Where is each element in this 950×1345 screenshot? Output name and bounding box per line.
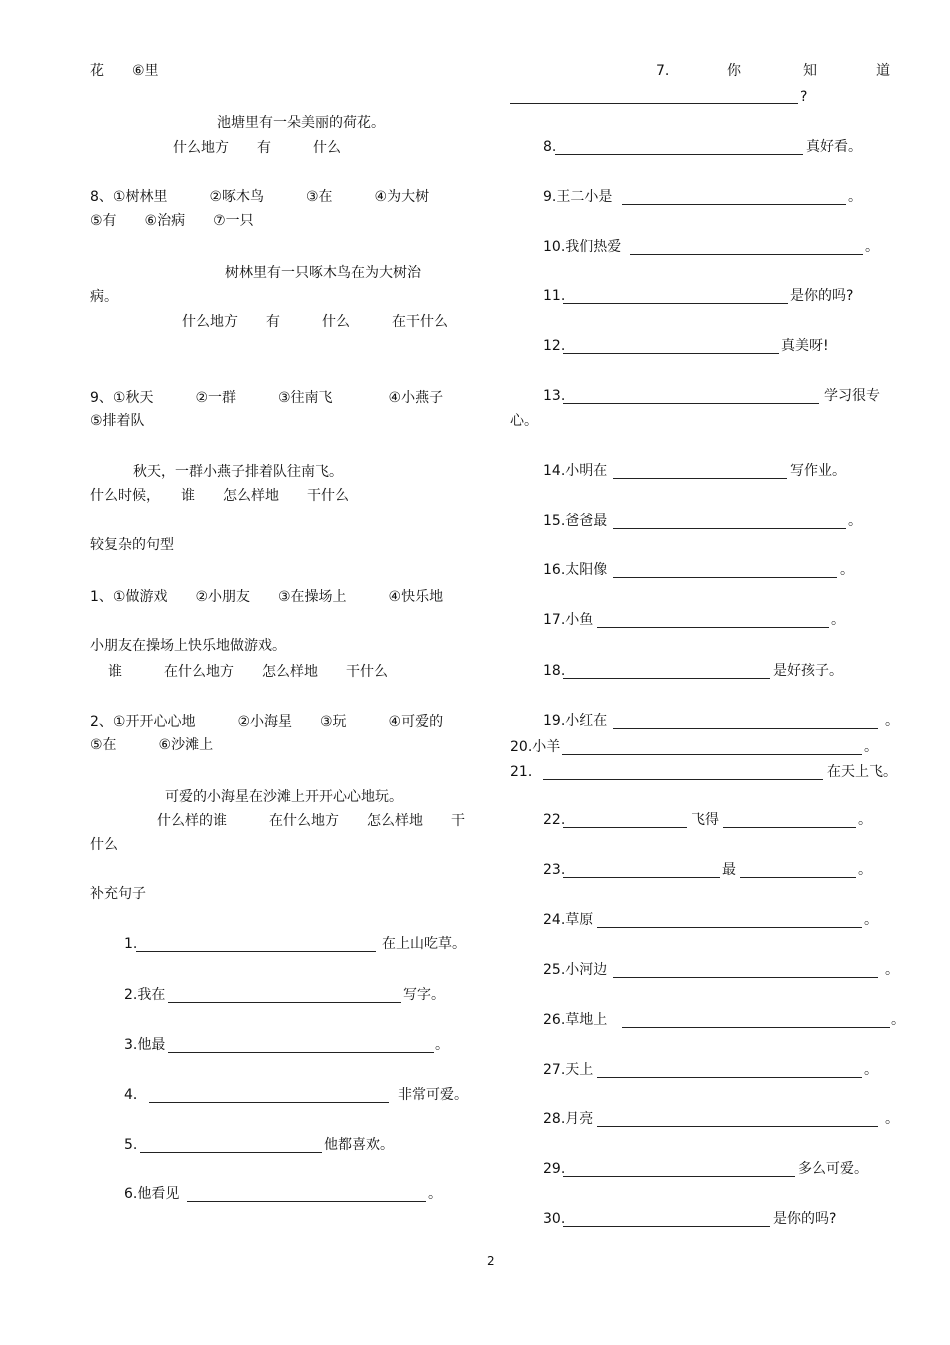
r9-tail: 。 xyxy=(848,189,862,205)
s4-tail: 非常可爱。 xyxy=(398,1087,468,1103)
ex8-words-line1: 8、①树林里 ②啄木鸟 ③在 ④为大树 xyxy=(90,189,430,205)
ex8-answer: 树林里有一只啄木鸟在为大树治 xyxy=(225,265,421,281)
r7-word-1: 你 xyxy=(727,63,741,79)
s1-label: 1. xyxy=(124,936,138,952)
r11-blank[interactable] xyxy=(563,303,788,304)
r20-label: 20.小羊 xyxy=(510,739,561,755)
r15-blank[interactable] xyxy=(613,528,846,529)
s2-label: 2.我在 xyxy=(124,987,166,1003)
s6-label: 6.他看见 xyxy=(124,1186,180,1202)
section-heading-complex: 较复杂的句型 xyxy=(90,537,174,553)
ex9-words-line1: 9、①秋天 ②一群 ③往南飞 ④小燕子 xyxy=(90,390,444,406)
s6-tail: 。 xyxy=(428,1186,442,1202)
r24-label: 24.草原 xyxy=(543,912,594,928)
r19-tail: 。 xyxy=(885,713,899,729)
r22-tail: 。 xyxy=(858,812,872,828)
r24-blank[interactable] xyxy=(597,927,862,928)
r22-blank-2[interactable] xyxy=(723,827,856,828)
r8-blank[interactable] xyxy=(555,154,803,155)
r27-label: 27.天上 xyxy=(543,1062,594,1078)
c2-words-line1: 2、①开开心心地 ②小海星 ③玩 ④可爱的 xyxy=(90,714,444,730)
r29-blank[interactable] xyxy=(563,1176,795,1177)
r16-label: 16.太阳像 xyxy=(543,562,608,578)
r28-label: 28.月亮 xyxy=(543,1111,594,1127)
r18-tail: 是好孩子。 xyxy=(773,663,843,679)
c1-pattern: 谁 在什么地方 怎么样地 干什么 xyxy=(108,664,388,680)
s3-tail: 。 xyxy=(435,1037,449,1053)
ex8-answer-cont: 病。 xyxy=(90,289,118,305)
r23-blank-1[interactable] xyxy=(563,877,720,878)
r11-label: 11. xyxy=(543,288,566,304)
s1-tail: 在上山吃草。 xyxy=(382,936,466,952)
ex9-answer: 秋天，一群小燕子排着队往南飞。 xyxy=(133,464,343,480)
c1-answer: 小朋友在操场上快乐地做游戏。 xyxy=(90,638,286,654)
r23-label: 23. xyxy=(543,862,566,878)
r13-label: 13. xyxy=(543,388,566,404)
s5-tail: 他都喜欢。 xyxy=(324,1137,394,1153)
r15-label: 15.爸爸最 xyxy=(543,513,608,529)
r22-label: 22. xyxy=(543,812,566,828)
r13-tail-cont: 心。 xyxy=(510,413,538,429)
r14-label: 14.小明在 xyxy=(543,463,608,479)
r7-word-3: 道 xyxy=(876,63,890,79)
s2-tail: 写字。 xyxy=(403,987,445,1003)
r25-label: 25.小河边 xyxy=(543,962,608,978)
r8-label: 8. xyxy=(543,139,557,155)
r20-tail: 。 xyxy=(864,739,878,755)
r12-blank[interactable] xyxy=(563,353,779,354)
c2-words-line2: ⑤在 ⑥沙滩上 xyxy=(90,737,214,753)
r22-mid: 飞得 xyxy=(691,812,719,828)
r14-blank[interactable] xyxy=(613,478,787,479)
s5-blank[interactable] xyxy=(140,1152,322,1153)
r7-blank[interactable] xyxy=(510,103,798,104)
c2-pattern: 什么样的谁 在什么地方 怎么样地 干 xyxy=(157,813,465,829)
ex7-answer: 池塘里有一朵美丽的荷花。 xyxy=(217,115,385,131)
ex8-words-line2: ⑤有 ⑥治病 ⑦一只 xyxy=(90,213,254,229)
r7-word-2: 知 xyxy=(803,63,817,79)
r23-mid: 最 xyxy=(722,862,736,878)
r26-label: 26.草地上 xyxy=(543,1012,608,1028)
r7-tail: ? xyxy=(800,89,808,105)
c2-pattern-cont: 什么 xyxy=(90,837,118,853)
page-number: 2 xyxy=(487,1254,495,1268)
ex7-pattern: 什么地方 有 什么 xyxy=(173,140,341,156)
r21-tail: 在天上飞。 xyxy=(827,764,897,780)
r30-tail: 是你的吗? xyxy=(773,1211,837,1227)
s1-blank[interactable] xyxy=(136,951,376,952)
r19-blank[interactable] xyxy=(613,728,878,729)
r9-blank[interactable] xyxy=(622,204,846,205)
r30-blank[interactable] xyxy=(563,1226,770,1227)
r27-blank[interactable] xyxy=(597,1077,862,1078)
r19-label: 19.小红在 xyxy=(543,713,608,729)
r15-tail: 。 xyxy=(848,513,862,529)
r10-blank[interactable] xyxy=(630,254,863,255)
r24-tail: 。 xyxy=(864,912,878,928)
r26-blank[interactable] xyxy=(622,1027,890,1028)
s5-label: 5. xyxy=(124,1137,138,1153)
s2-blank[interactable] xyxy=(168,1002,401,1003)
r18-blank[interactable] xyxy=(563,678,770,679)
ex8-pattern: 什么地方 有 什么 在干什么 xyxy=(182,314,448,330)
r18-label: 18. xyxy=(543,663,566,679)
r21-blank[interactable] xyxy=(543,779,823,780)
c2-answer: 可爱的小海星在沙滩上开开心心地玩。 xyxy=(165,789,403,805)
r12-label: 12. xyxy=(543,338,566,354)
r12-tail: 真美呀! xyxy=(781,338,829,354)
ex9-pattern: 什么时候， 谁 怎么样地 干什么 xyxy=(90,488,349,504)
s6-blank[interactable] xyxy=(187,1201,426,1202)
r13-tail: 学习很专 xyxy=(824,388,880,404)
r30-label: 30. xyxy=(543,1211,566,1227)
r9-label: 9.王二小是 xyxy=(543,189,613,205)
r17-blank[interactable] xyxy=(597,627,829,628)
r23-tail: 。 xyxy=(858,862,872,878)
fragment-line: 花 ⑥里 xyxy=(90,63,159,79)
r21-label: 21． xyxy=(510,764,542,780)
r13-blank[interactable] xyxy=(563,403,819,404)
r17-tail: 。 xyxy=(831,612,845,628)
r27-tail: 。 xyxy=(864,1062,878,1078)
r8-tail: 真好看。 xyxy=(806,139,862,155)
r10-tail: 。 xyxy=(865,239,879,255)
r23-blank-2[interactable] xyxy=(740,877,856,878)
s3-label: 3.他最 xyxy=(124,1037,166,1053)
ex9-words-line2: ⑤排着队 xyxy=(90,413,145,429)
r28-blank[interactable] xyxy=(597,1126,878,1127)
r11-tail: 是你的吗? xyxy=(790,288,854,304)
r16-tail: 。 xyxy=(840,562,854,578)
r25-blank[interactable] xyxy=(613,977,878,978)
r26-tail: 。 xyxy=(891,1012,905,1028)
r22-blank-1[interactable] xyxy=(563,827,687,828)
r17-label: 17.小鱼 xyxy=(543,612,594,628)
r20-blank[interactable] xyxy=(562,754,862,755)
r16-blank[interactable] xyxy=(613,577,837,578)
c1-words: 1、①做游戏 ②小朋友 ③在操场上 ④快乐地 xyxy=(90,589,444,605)
s3-blank[interactable] xyxy=(168,1052,434,1053)
r10-label: 10.我们热爱 xyxy=(543,239,622,255)
r25-tail: 。 xyxy=(885,962,899,978)
section-heading-supplement: 补充句子 xyxy=(90,886,146,902)
r14-tail: 写作业。 xyxy=(790,463,846,479)
r29-tail: 多么可爱。 xyxy=(798,1161,868,1177)
s4-blank[interactable] xyxy=(149,1102,389,1103)
r29-label: 29. xyxy=(543,1161,566,1177)
r28-tail: 。 xyxy=(885,1111,899,1127)
r7-label: 7. xyxy=(656,63,670,79)
s4-label: 4． xyxy=(124,1087,147,1103)
